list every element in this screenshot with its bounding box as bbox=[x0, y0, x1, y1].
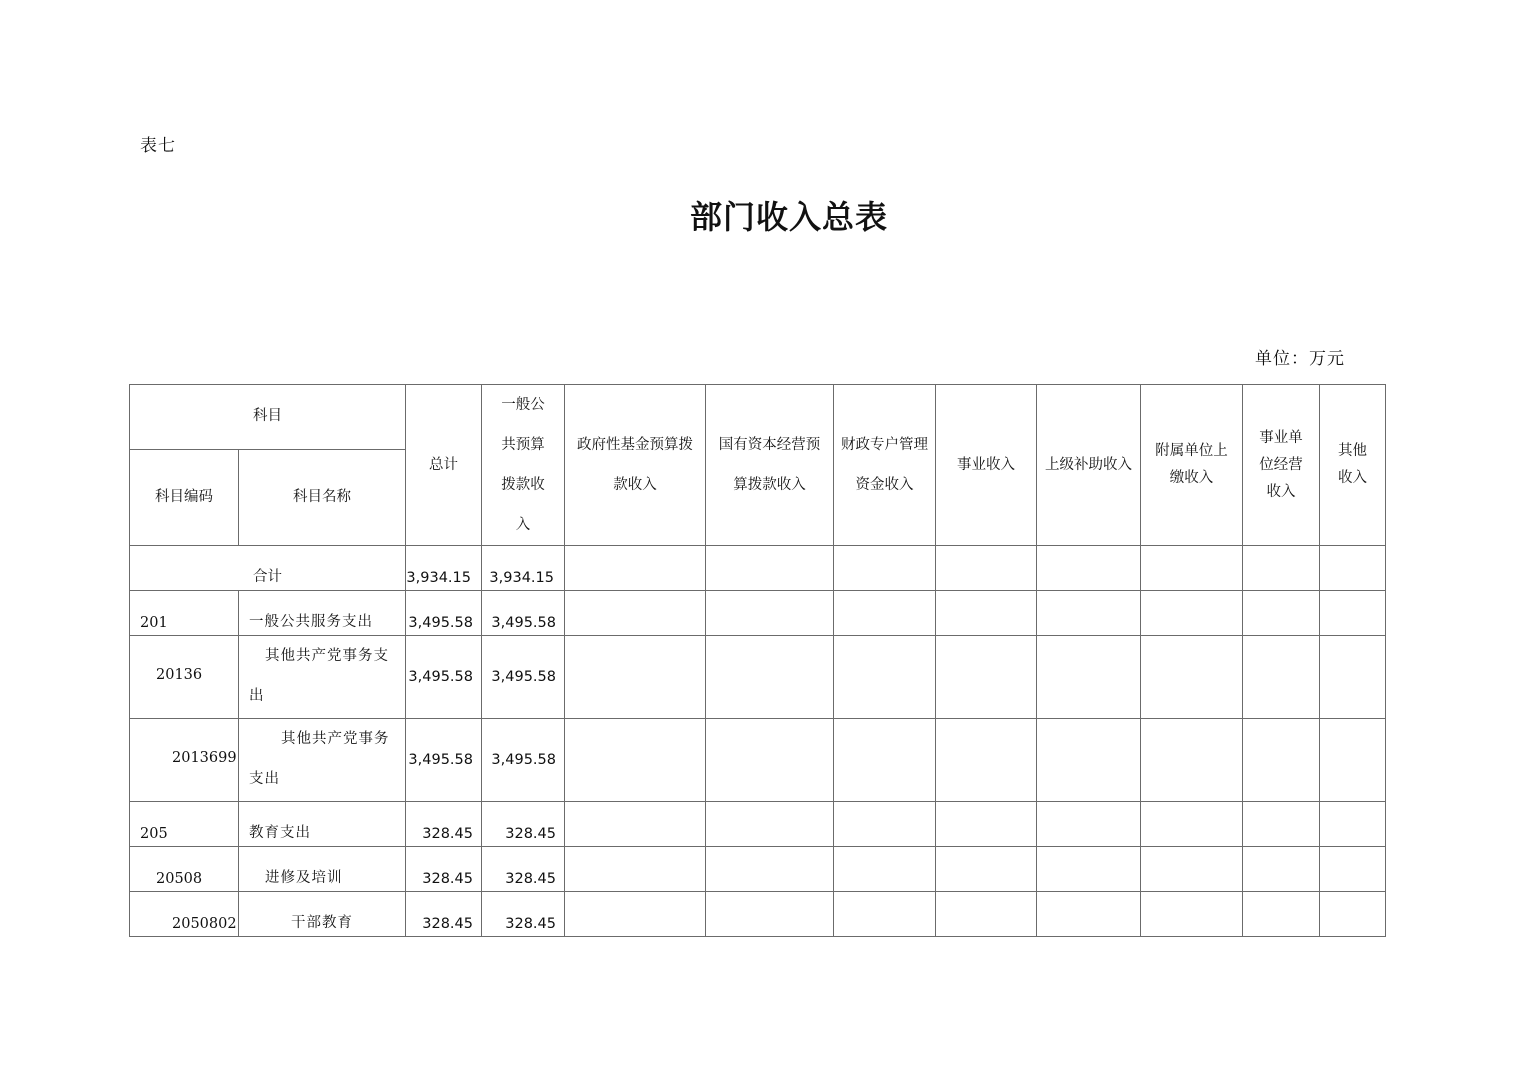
general-budget-cell: 3,495.58 bbox=[482, 636, 565, 719]
total-cell: 328.45 bbox=[406, 847, 482, 892]
subject-name-cell: 干部教育 bbox=[239, 892, 406, 937]
subject-code-cell: 201 bbox=[130, 591, 239, 636]
general-budget-cell: 328.45 bbox=[482, 802, 565, 847]
subject-code-cell: 2013699 bbox=[130, 719, 239, 802]
header-subject-code: 科目编码 bbox=[130, 449, 239, 545]
general-budget-cell: 328.45 bbox=[482, 892, 565, 937]
total-cell: 3,495.58 bbox=[406, 591, 482, 636]
header-gov-fund: 政府性基金预算拨款收入 bbox=[565, 385, 706, 546]
total-total-cell: 3,934.15 bbox=[406, 546, 482, 591]
header-state-capital: 国有资本经营预算拨款收入 bbox=[706, 385, 834, 546]
table-row bbox=[130, 892, 1386, 937]
general-budget-cell: 328.45 bbox=[482, 847, 565, 892]
subject-code-cell: 20136 bbox=[130, 636, 239, 719]
table-row bbox=[130, 802, 1386, 847]
total-general-budget-cell: 3,934.15 bbox=[482, 546, 565, 591]
subject-name-cell: 进修及培训 bbox=[239, 847, 406, 892]
subject-name-cell: 其他共产党事务支出 bbox=[239, 719, 406, 802]
total-cell: 328.45 bbox=[406, 892, 482, 937]
header-total: 总计 bbox=[406, 385, 482, 546]
total-row bbox=[130, 546, 1386, 591]
income-table bbox=[129, 384, 1386, 937]
header-general-budget: 一般公共预算拨款收入 bbox=[482, 385, 565, 546]
unit-label: 单位：万元 bbox=[1255, 349, 1345, 369]
table-row bbox=[130, 636, 1386, 719]
total-cell: 3,495.58 bbox=[406, 636, 482, 719]
table-row bbox=[130, 847, 1386, 892]
header-superior-subsidy: 上级补助收入 bbox=[1037, 385, 1141, 546]
subject-code-cell: 205 bbox=[130, 802, 239, 847]
header-subject-group: 科目 bbox=[130, 385, 406, 450]
subject-code-cell: 2050802 bbox=[130, 892, 239, 937]
header-operating-income: 事业单位经营收入 bbox=[1243, 385, 1320, 546]
subject-name-cell: 其他共产党事务支出 bbox=[239, 636, 406, 719]
header-affiliated-turnover: 附属单位上缴收入 bbox=[1141, 385, 1243, 546]
subject-name-cell: 教育支出 bbox=[239, 802, 406, 847]
sheet-label: 表七 bbox=[140, 136, 176, 156]
general-budget-cell: 3,495.58 bbox=[482, 591, 565, 636]
total-cell: 3,495.58 bbox=[406, 719, 482, 802]
total-cell: 328.45 bbox=[406, 802, 482, 847]
total-label: 合计 bbox=[130, 546, 406, 591]
subject-name-cell: 一般公共服务支出 bbox=[239, 591, 406, 636]
general-budget-cell: 3,495.58 bbox=[482, 719, 565, 802]
page-title: 部门收入总表 bbox=[689, 198, 888, 236]
header-subject-name: 科目名称 bbox=[239, 449, 406, 545]
subject-code-cell: 20508 bbox=[130, 847, 239, 892]
header-special-account: 财政专户管理资金收入 bbox=[834, 385, 936, 546]
header-business-income: 事业收入 bbox=[936, 385, 1037, 546]
header-other-income: 其他收入 bbox=[1320, 385, 1386, 546]
table-row bbox=[130, 719, 1386, 802]
table-row bbox=[130, 591, 1386, 636]
